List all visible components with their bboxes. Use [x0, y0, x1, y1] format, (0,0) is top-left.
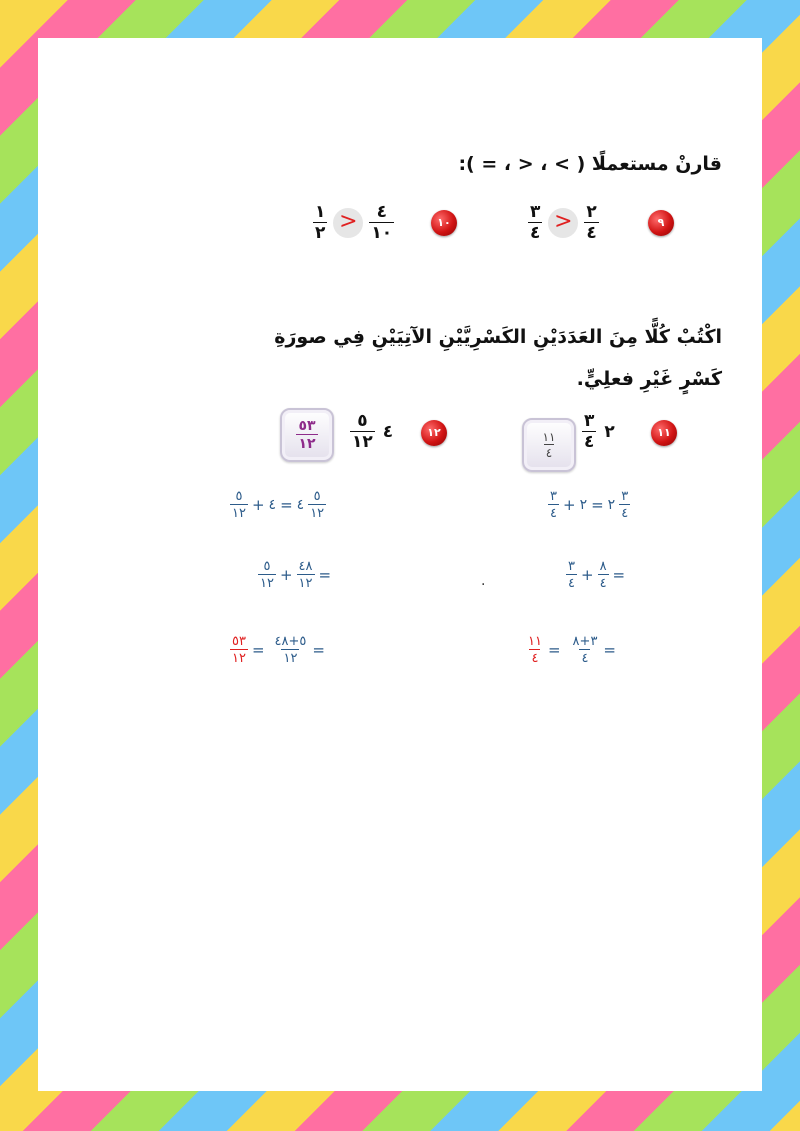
compare-row-9	[528, 204, 599, 242]
answer-fraction-12: $\frac{٥٣}{١٢}$	[298, 418, 316, 452]
fraction-left-10: $\frac{٤}{١٠}$	[371, 202, 393, 243]
question-badge-12: ١٢	[421, 420, 447, 446]
mixed-whole-12: ٤	[382, 422, 394, 442]
work-11-line3: $\frac{١١}{٤}$ = $\frac{٣+٨}{٤}$ =	[528, 634, 616, 666]
work-12-line3: $\frac{٥٣}{١٢}$ = $\frac{٥+٤٨}{١٢}$ =	[232, 634, 325, 666]
question-badge-9: ٩	[648, 210, 674, 236]
comparison-symbol-9: >	[548, 208, 578, 238]
worksheet-page	[38, 38, 762, 1091]
work-11-line1: $\frac{٣}{٤}$ + ٢ = ٢ $\frac{٣}{٤}$	[550, 489, 629, 521]
mixed-number-11	[582, 413, 615, 451]
answer-box-11	[522, 418, 576, 472]
work-12-line2: $\frac{٥}{١٢}$ + $\frac{٤٨}{١٢}$ =	[260, 559, 332, 591]
mixed-whole-11: ٢	[604, 422, 615, 442]
fraction-right-9: $\frac{٣}{٤}$	[530, 202, 541, 243]
convert-instruction-line1: اكْتُبْ كُلًّا مِنَ العَدَدَيْنِ الكَسْرِيَّيْنِ الآتِيَيْنِ فِي صورَةِ	[274, 326, 722, 348]
compare-row-10	[313, 204, 394, 242]
convert-instruction-line2: كَسْرٍ غَيْرِ فعلِيٍّ.	[576, 368, 722, 390]
question-badge-11: ١١	[651, 420, 677, 446]
compare-instruction: قارنْ مستعملًا ( > ، < ، = ):	[458, 153, 722, 175]
answer-fraction-11: $\frac{١١}{٤}$	[542, 430, 556, 460]
fraction-right-10: $\frac{١}{٢}$	[315, 202, 326, 243]
mixed-fraction-12: $\frac{٥}{١٢}$	[352, 411, 373, 452]
comparison-symbol-10: >	[333, 208, 363, 238]
question-badge-10: ١٠	[431, 210, 457, 236]
stray-dot: .	[481, 573, 486, 589]
answer-box-12	[280, 408, 334, 462]
work-12-line1: $\frac{٥}{١٢}$ + ٤ = ٤ $\frac{٥}{١٢}$	[232, 489, 325, 521]
mixed-fraction-11: $\frac{٣}{٤}$	[584, 411, 595, 452]
fraction-left-9: $\frac{٢}{٤}$	[586, 202, 597, 243]
mixed-number-12	[350, 413, 393, 451]
work-11-line2: $\frac{٣}{٤}$ + $\frac{٨}{٤}$ =	[568, 559, 626, 591]
